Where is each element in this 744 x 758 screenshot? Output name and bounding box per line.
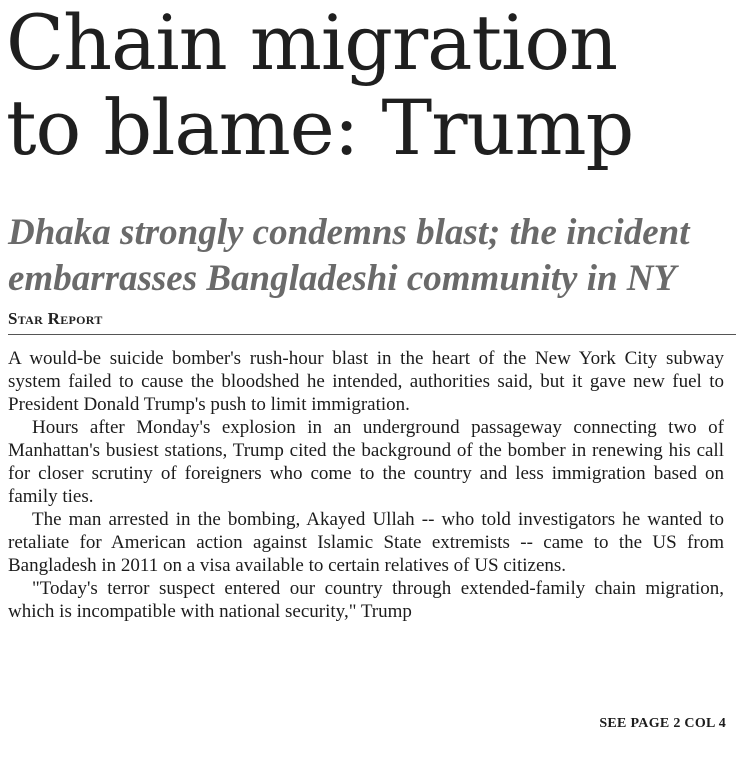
headline-line-1: Chain migration — [6, 0, 618, 87]
subheadline-line-1: Dhaka strongly condemns blast; the incident — [8, 212, 690, 253]
article-body — [8, 347, 724, 623]
subheadline-line-2: embarrasses Bangladeshi community in NY — [8, 258, 677, 299]
headline — [6, 0, 742, 170]
headline-line-2: to blame: Trump — [6, 83, 634, 172]
paragraph-4: "Today's terror suspect entered our country through extended-family chain migration, which is incompatible with national security," Trump — [8, 578, 724, 622]
paragraph-1: A would-be suicide bomber's rush-hour blast in the heart of the New York City subway system failed to cause the bloodshed he intended, authorities said, but it gave new fuel to President Donald Trump's push to limit immigration. — [8, 348, 724, 415]
subheadline — [8, 210, 744, 302]
byline-divider — [8, 334, 736, 335]
continued-on-page-2: SEE PAGE 2 COL 4 — [599, 716, 726, 731]
paragraph-3: The man arrested in the bombing, Akayed Ullah -- who told investigators he wanted to retaliate for American action against Islamic State extremists -- came to the US from Bangladesh in 2011 on a visa available to certain relatives of US citizens. — [8, 509, 724, 576]
byline: Star Report — [8, 309, 103, 328]
paragraph-2: Hours after Monday's explosion in an underground passageway connecting two of Manhattan's busiest stations, Trump cited the background of the bomber in renewing his call for closer scrutiny of foreigners who come to the country and less immigration based on family ties. — [8, 417, 724, 507]
